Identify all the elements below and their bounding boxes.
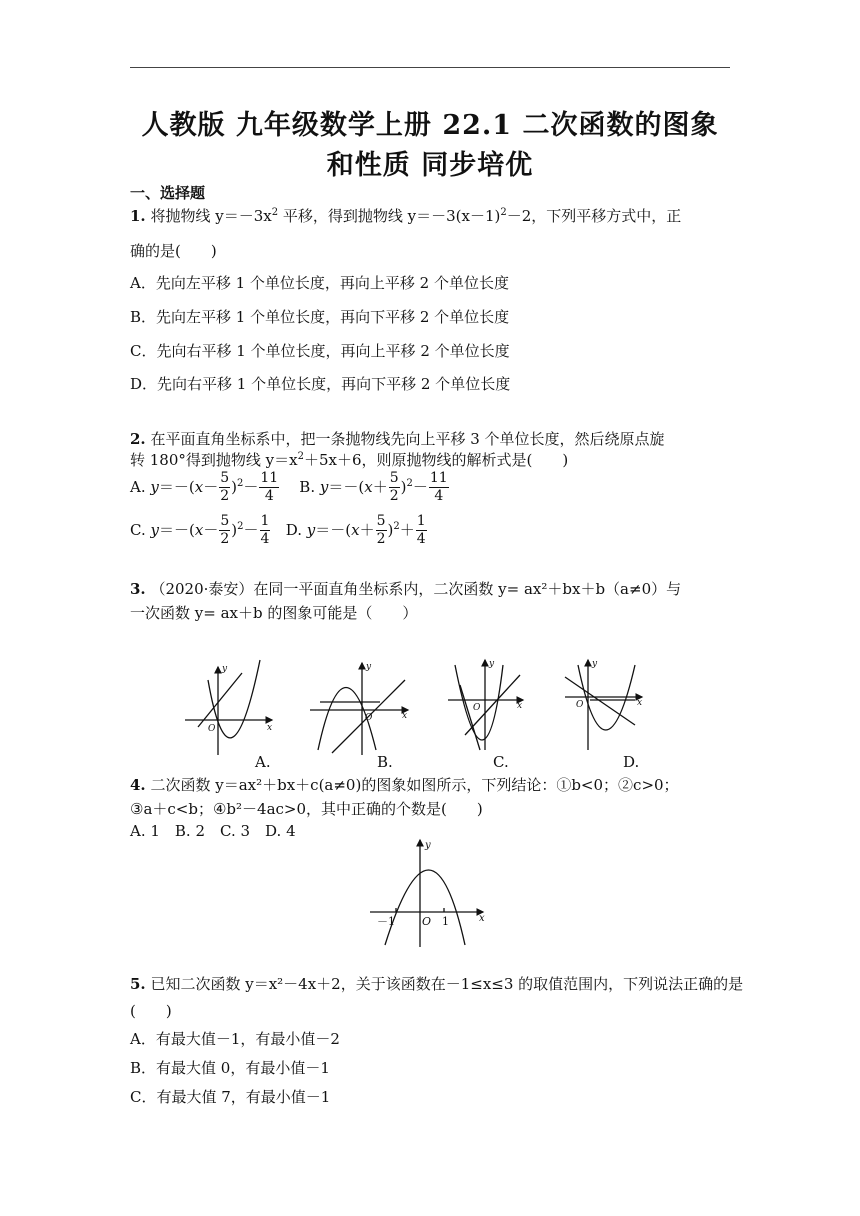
svg-text:1: 1 [442,915,449,928]
q5-line-2: ( ) [130,1002,172,1020]
svg-text:x: x [479,913,485,924]
svg-text:x: x [517,701,523,711]
q5-text-1: 已知二次函数 y＝x²－4x＋2，关于该函数在－1≤x≤3 的取值范围内，下列说法正确的是 [150,975,744,993]
q4-number: 4. [130,776,146,794]
q3-graph-label-a: A. [255,753,271,771]
q4-graph [365,835,495,950]
svg-text:O: O [576,700,584,710]
q5-number: 5. [130,975,146,993]
svg-text:x: x [402,711,408,721]
q2-option-a: A. y＝－(x－ $\frac{5}{2}$ )$^2$－ $\frac{11}{4}$ [130,470,279,504]
q4-line-1 [130,774,679,795]
q4-options: A. 1 B. 2 C. 3 D. 4 [130,822,296,840]
svg-text:x: x [267,723,273,733]
q3-line-2: 一次函数 y= ax＋b 的图象可能是（ ） [130,604,418,622]
svg-text:y: y [592,659,598,669]
q1-line-1: 1. 将抛物线 $y=-3x^2$ 平移，得到抛物线 $y=-3(x-1)^2-2$，下列平移方式中，正 [130,207,682,225]
svg-text:－1: －1 [377,915,395,928]
q2-text-1: 在平面直角坐标系中，把一条抛物线先向上平移 3 个单位长度，然后绕原点旋 [150,430,665,448]
q3-graph-label-b: B. [377,753,393,771]
q3-graph-a [185,660,272,755]
q3-number: 3. [130,580,146,598]
q1-option-b: B．先向左平移 1 个单位长度，再向下平移 2 个单位长度 [130,308,510,326]
svg-text:O: O [422,915,432,928]
section-heading: 一、选择题 [130,184,206,202]
q3-graph-label-d: D. [623,753,640,771]
q2-options-row-2 [130,513,428,548]
q1-text-a: 将抛物线 y＝－3x [150,207,272,225]
q2-option-b: B. y＝－(x＋ $\frac{5}{2}$ )$^2$－ $\frac{11}{4}$ [299,470,448,504]
q5-option-a: A．有最大值－1，有最小值－2 [130,1030,340,1048]
q2-option-d: D. y＝－(x＋ $\frac{5}{2}$ )$^2$＋ $\frac{1}{4}$ [285,513,426,547]
svg-text:O: O [473,703,481,713]
q1-option-a: A．先向左平移 1 个单位长度，再向上平移 2 个单位长度 [130,274,509,292]
header-rule [130,67,730,68]
q2-options-row-1 [130,470,450,505]
q1-text-c: －2，下列平移方式中，正 [506,207,682,225]
q4-text-1: 二次函数 y＝ax²＋bx＋c(a≠0)的图象如图所示，下列结论：①b<0；②c>0； [150,776,679,794]
q2-line-1 [130,428,665,449]
svg-text:y: y [366,662,372,672]
q2-option-c: C. y＝－(x－ $\frac{5}{2}$ )$^2$－ $\frac{1}{4}$ [130,513,270,547]
q3-graph-b [310,662,408,755]
svg-text:y: y [222,664,228,674]
svg-text:y: y [489,659,495,669]
q1-option-d: D．先向右平移 1 个单位长度，再向下平移 2 个单位长度 [130,375,511,393]
svg-text:O: O [208,724,216,734]
q2-number: 2. [130,430,146,448]
q3-graph-d [565,659,642,750]
q5-option-b: B．有最大值 0，有最小值－1 [130,1059,330,1077]
q1-text-b: 平移，得到抛物线 y＝－3(x－1) [278,207,501,225]
q3-graph-label-c: C. [493,753,509,771]
q2-line-2: 转 180°得到抛物线 $y=x^2+5x+6$，则原抛物线的解析式是( ) [130,451,569,469]
q1-line-2: 确的是( ) [130,242,217,260]
q1-number: 1. [130,207,146,225]
q2-text-2b: ＋5x＋6，则原抛物线的解析式是( ) [303,451,569,469]
q3-graphs [180,655,660,775]
svg-text:O: O [365,713,373,723]
q3-line-1 [130,578,681,599]
q4-parabola [385,870,465,945]
q5-option-c: C．有最大值 7，有最小值－1 [130,1088,331,1106]
svg-text:y: y [425,840,431,851]
title-line-2: 和性质 同步培优 [326,150,534,181]
q3-graph-c [448,659,523,750]
title-line-1: 人教版 九年级数学上册 22.1 二次函数的图象 [141,110,719,141]
svg-text:x: x [637,698,643,708]
q3-text-1: （2020·泰安）在同一平面直角坐标系内，二次函数 y= ax²＋bx＋b（a≠0）与 [150,580,682,598]
q2-text-2a: 转 180°得到抛物线 y＝x [130,451,298,469]
q5-line-1 [130,973,743,994]
q4-line-2: ③a＋c<b；④b²－4ac>0，其中正确的个数是( ) [130,800,483,818]
q1-option-c: C．先向右平移 1 个单位长度，再向上平移 2 个单位长度 [130,342,510,360]
